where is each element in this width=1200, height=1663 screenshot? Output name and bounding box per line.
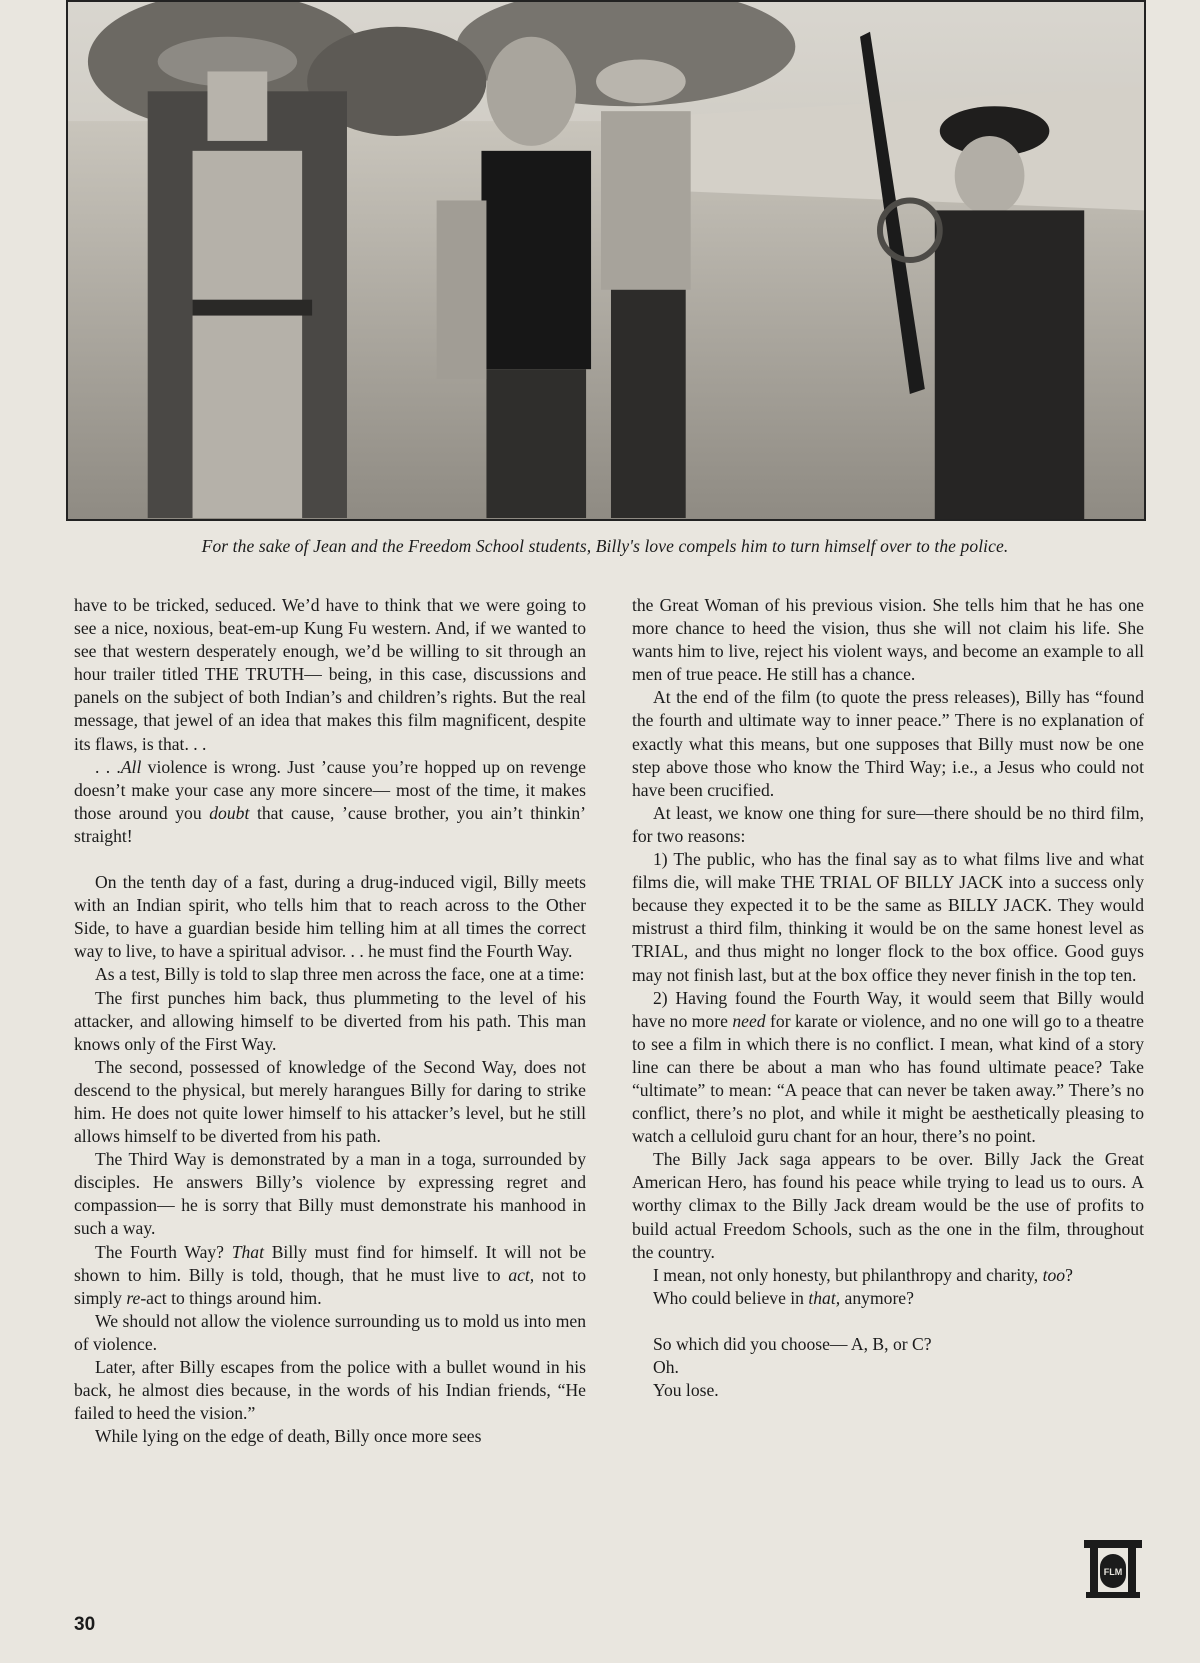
- paragraph: So which did you choose— A, B, or C?: [653, 1333, 932, 1354]
- paragraph: 1) The public, who has the final say as to what films live and what films die, will make THE TRIAL OF BILLY JACK into a success only because they expected it to be the same as BILLY JACK. They would mistrust a third film, thinking it would be on the same honest level as TRIAL, and thus might no longer flock to the box office. Good guys may not finish last, but at the box office they never finish in the top ten.: [632, 849, 1144, 985]
- paragraph: At the end of the film (to quote the press releases), Billy has “found the fourth and ultimate way to inner peace.” There is no explanation of exactly what this means, but one supposes that Billy must now be one step above those who know the Third Way; i.e., a Jesus who could not have been crucified.: [632, 687, 1144, 800]
- paragraph: We should not allow the violence surrounding us to mold us into men of violence.: [74, 1310, 586, 1354]
- paragraph: 2) Having found the Fourth Way, it would seem that Billy would have no more need for karate or violence, and no one will go to a theatre to see a film in which there is no conflict. I mean, what kind of a story line can there be about a man who has found ultimate peace? Take “ultimate” to mean: “A peace that can never be taken away.” There’s no conflict, there’s no plot, and while it might be aesthetically pleasing to watch a celluloid guru chant for an hour, there’s no point.: [632, 987, 1144, 1147]
- paragraph: have to be tricked, seduced. We’d have to think that we were going to see a nice, noxious, beat-em-up Kung Fu western. And, if we wanted to see that western desperately enough, we’d be willing to sit through an hour trailer titled THE TRUTH— being, in this case, discussions and panels on the subject of both Indian’s and children’s rights. But the real message, that jewel of an idea that makes this film magnificent, despite its flaws, is that. . .: [74, 595, 586, 754]
- paragraph: Later, after Billy escapes from the police with a bullet wound in his back, he almost dies because, in the words of his Indian friends, “He failed to heed the vision.”: [74, 1357, 586, 1424]
- paragraph: Oh.: [653, 1357, 679, 1377]
- paragraph: You lose.: [653, 1380, 719, 1401]
- paragraph: At least, we know one thing for sure—there should be no third film, for two reasons:: [632, 802, 1144, 846]
- photo-caption: For the sake of Jean and the Freedom School students, Billy's love compels him to turn himself over to the police.: [201, 536, 1009, 556]
- paragraph: The first punches him back, thus plummeting to the level of his attacker, and allowing himself to be diverted from his path. This man knows only of the First Way.: [74, 987, 586, 1054]
- paragraph: As a test, Billy is told to slap three men across the face, one at a time:: [95, 964, 585, 985]
- paragraph: The Third Way is demonstrated by a man in a toga, surrounded by disciples. He answers Billy’s violence by expressing regret and compassion— he is sorry that Billy must demonstrate his manhood in such a way.: [74, 1149, 586, 1239]
- article-column-left: [74, 594, 586, 1448]
- photo-icon: [68, 2, 1144, 519]
- paragraph: Who could believe in that, anymore?: [653, 1287, 914, 1308]
- magazine-logo-icon: [1082, 1536, 1144, 1600]
- paragraph: I mean, not only honesty, but philanthropy and charity, too?: [653, 1264, 1073, 1285]
- paragraph: the Great Woman of his previous vision. She tells him that he has one more chance to heed the vision, thus she will not claim his life. She wants him to live, reject his violent ways, and become an example to all men of true peace. He still has a chance.: [632, 595, 1144, 685]
- film-still-photo: [66, 0, 1146, 521]
- article-column-right: [632, 594, 1144, 1402]
- paragraph: The Billy Jack saga appears to be over. Billy Jack the Great American Hero, has found his peace while trying to lead us to ours. A worthy climax to the Billy Jack dream would be the use of profits to build actual Freedom Schools, such as the one in the film, throughout the country.: [632, 1149, 1144, 1262]
- paragraph: . . .All violence is wrong. Just ’cause you’re hopped up on revenge doesn’t make your case any more sincere— most of the time, it makes those around you doubt that cause, ’cause brother, you ain’t thinkin’ straight!: [74, 756, 586, 846]
- paragraph: On the tenth day of a fast, during a drug-induced vigil, Billy meets with an Indian spirit, who tells him that to reach across to the Other Side, to have a guardian beside him telling him at all times the correct way to live, to have a spiritual advisor. . . he must find the Fourth Way.: [74, 872, 586, 962]
- logo-text: FLM: [1103, 1567, 1123, 1577]
- page-number: 30: [74, 1614, 96, 1635]
- paragraph: The second, possessed of knowledge of the Second Way, does not descend to the physical, but merely harangues Billy for daring to strike him. He does not quite lower himself to his attacker’s level, but he still allows himself to be diverted from his path.: [74, 1056, 586, 1147]
- paragraph: The Fourth Way? That Billy must find for himself. It will not be shown to him. Billy is told, though, that he must live to act, not to simply re-act to things around him.: [74, 1241, 587, 1308]
- paragraph: While lying on the edge of death, Billy once more sees: [95, 1426, 482, 1447]
